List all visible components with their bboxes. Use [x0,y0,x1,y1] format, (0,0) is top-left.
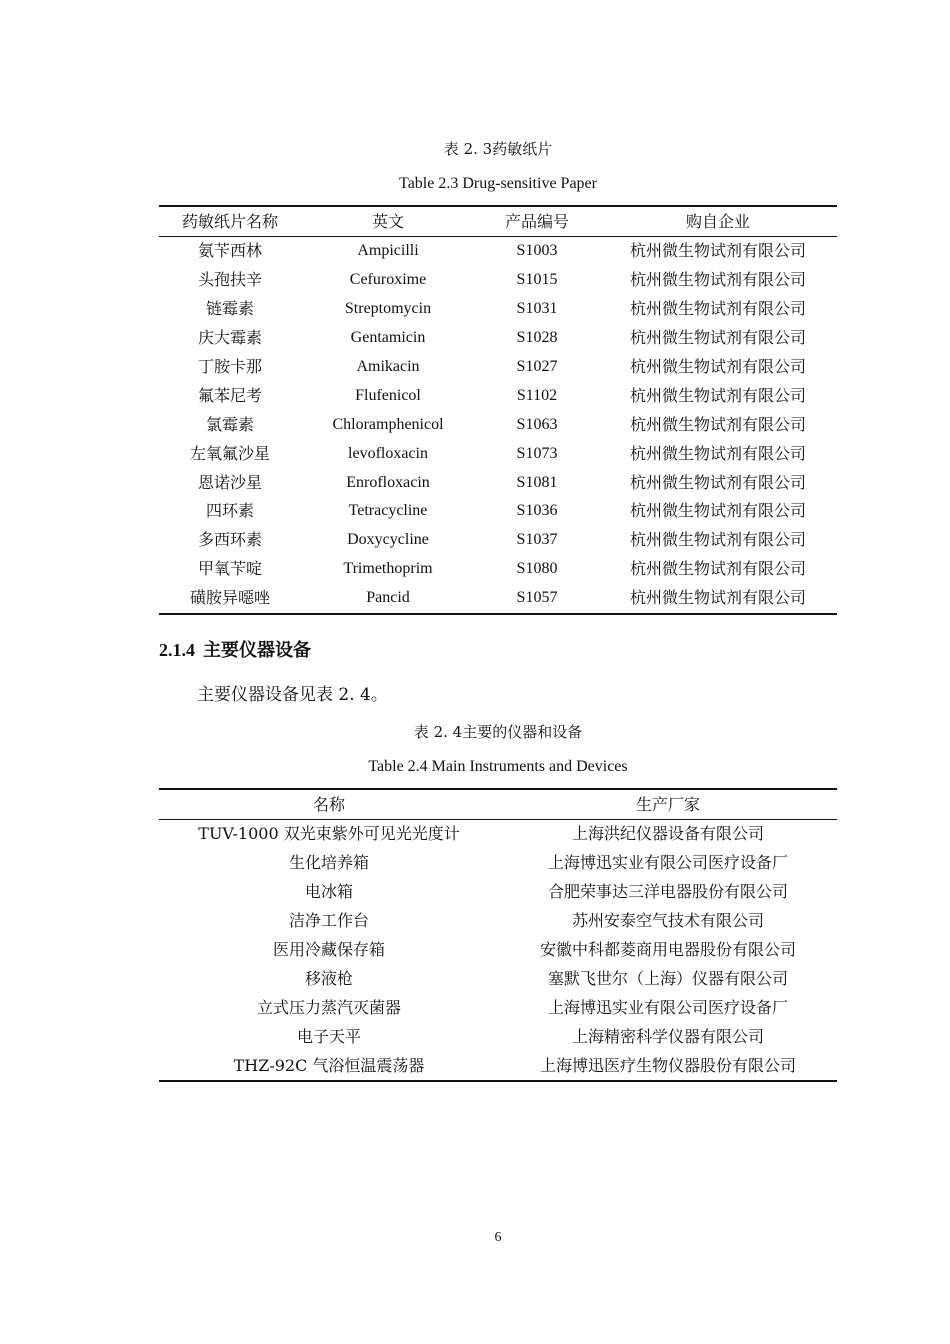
table23-caption-en: Table 2.3 Drug-sensitive Paper [399,175,597,192]
table-cell: 立式压力蒸汽灭菌器 [256,997,401,1017]
table-row [159,878,837,907]
table-row [159,237,837,266]
table-cell: 电冰箱 [304,882,353,902]
table-cell: Streptomycin [344,300,432,318]
table-cell: Amikacin [356,358,420,375]
table-cell: Enrofloxacin [346,473,430,491]
table-cell: 洁净工作台 [288,911,369,931]
table-cell: Flufenicol [355,386,421,404]
table-cell: 杭州微生物试剂有限公司 [629,270,806,290]
table23-header-english: 英文 [371,211,404,231]
table-cell: S1057 [516,589,558,607]
table-cell: Pancid [366,589,410,607]
table-cell: Trimethoprim [343,560,433,578]
table-cell: S1102 [516,386,558,404]
table-cell: 上海博迅医疗生物仪器股份有限公司 [539,1055,796,1075]
table23-header-supplier: 购自企业 [685,211,750,231]
table-cell: 氟苯尼考 [197,385,262,405]
table-cell: levofloxacin [348,444,428,462]
table23-header-row [159,206,837,237]
table-row [159,993,837,1022]
table-cell: 生化培养箱 [288,853,369,873]
table-cell: 安徽中科都菱商用电器股份有限公司 [539,940,796,959]
table-row [159,936,837,965]
table-row [159,555,837,584]
table-cell: S1073 [516,444,558,462]
table-cell: 上海博迅实业有限公司医疗设备厂 [547,853,788,873]
table-cell: S1081 [516,473,558,491]
table-row [159,381,837,410]
table-row [159,907,837,936]
table24-caption-cn: 表 2. 4主要的仪器和设备 [413,723,583,741]
table-cell: S1036 [516,502,558,520]
table24 [159,788,837,1082]
table-cell: 头孢扶辛 [197,270,262,290]
table24-header-name: 名称 [312,794,345,814]
table-row [159,353,837,382]
table-cell: 杭州微生物试剂有限公司 [629,357,806,376]
table-cell: Chloramphenicol [332,415,444,433]
table-cell: Doxycycline [347,531,429,549]
table-cell: 氨苄西林 [197,241,262,261]
table-cell: S1028 [516,329,558,347]
table-cell: 杭州微生物试剂有限公司 [629,299,806,319]
table-row [159,497,837,526]
table-row [159,1051,837,1081]
table-row [159,849,837,878]
table-cell: S1037 [516,531,558,549]
table-cell: S1027 [516,358,558,375]
table23-header-product-code: 产品编号 [504,211,569,231]
table-row [159,410,837,439]
table-cell: S1080 [516,560,558,578]
table-cell: 合肥荣事达三洋电器股份有限公司 [547,882,788,902]
table-cell: S1063 [516,415,558,433]
table-cell: 杭州微生物试剂有限公司 [629,501,806,521]
table-cell: S1015 [516,271,558,289]
table-cell: THZ-92C 气浴恒温震荡器 [233,1055,425,1075]
table-cell: 杭州微生物试剂有限公司 [629,472,806,492]
table-cell: Ampicilli [357,242,419,260]
table-cell: 上海博迅实业有限公司医疗设备厂 [547,997,788,1017]
table23 [159,205,837,615]
table-cell: 杭州微生物试剂有限公司 [629,385,806,405]
table-cell: 左氧氟沙星 [189,443,270,463]
table-cell: 上海洪纪仪器设备有限公司 [571,824,764,844]
table24-header-manufacturer: 生产厂家 [635,794,700,814]
table-cell: S1003 [516,242,558,260]
table-cell: 链霉素 [205,299,254,319]
table-cell: 苏州安泰空气技术有限公司 [571,911,764,931]
table-row [159,820,837,849]
table-cell: Cefuroxime [349,271,427,289]
table24-caption-en: Table 2.4 Main Instruments and Devices [368,758,628,775]
table-cell: 恩诺沙星 [197,472,262,492]
table-row [159,324,837,353]
table-cell: 上海精密科学仪器有限公司 [571,1026,764,1046]
table-row [159,468,837,497]
table-row [159,584,837,614]
table-cell: 杭州微生物试剂有限公司 [629,328,806,348]
table-cell: 杭州微生物试剂有限公司 [629,559,806,579]
table-cell: 丁胺卡那 [197,357,262,376]
table-row [159,439,837,468]
page-number: 6 [494,1230,502,1245]
table-cell: 磺胺异噁唑 [189,588,270,608]
section-number: 2.1.4 [159,640,195,660]
table-row [159,266,837,295]
body-paragraph: 主要仪器设备见表 2. 4。 [197,685,388,705]
table-row [159,964,837,993]
table23-header-name: 药敏纸片名称 [181,211,278,231]
table-cell: 塞默飞世尔（上海）仪器有限公司 [547,968,788,988]
table-cell: 氯霉素 [205,414,254,434]
table-cell: Tetracycline [348,502,428,520]
table-cell: 甲氧苄啶 [197,559,262,579]
table-cell: 杭州微生物试剂有限公司 [629,443,806,463]
table-cell: 多西环素 [197,530,262,550]
section-title: 主要仪器设备 [203,640,311,661]
table-cell: 移液枪 [304,968,353,988]
table-cell: 杭州微生物试剂有限公司 [629,241,806,261]
table-cell: Gentamicin [350,329,426,347]
table-cell: 电子天平 [296,1026,361,1046]
table-row [159,1022,837,1051]
table-cell: 杭州微生物试剂有限公司 [629,414,806,434]
table-cell: 四环素 [205,501,254,521]
table-cell: 庆大霉素 [197,328,262,348]
table-cell: S1031 [516,300,558,318]
table23-caption-cn: 表 2. 3药敏纸片 [443,140,553,158]
section-heading [159,638,311,663]
table-cell: TUV-1000 双光束紫外可见光光度计 [198,824,460,844]
table-cell: 杭州微生物试剂有限公司 [629,530,806,550]
table24-header-row [159,789,837,820]
table-cell: 杭州微生物试剂有限公司 [629,588,806,608]
table-row [159,295,837,324]
table-row [159,526,837,555]
table-cell: 医用冷藏保存箱 [272,940,385,959]
